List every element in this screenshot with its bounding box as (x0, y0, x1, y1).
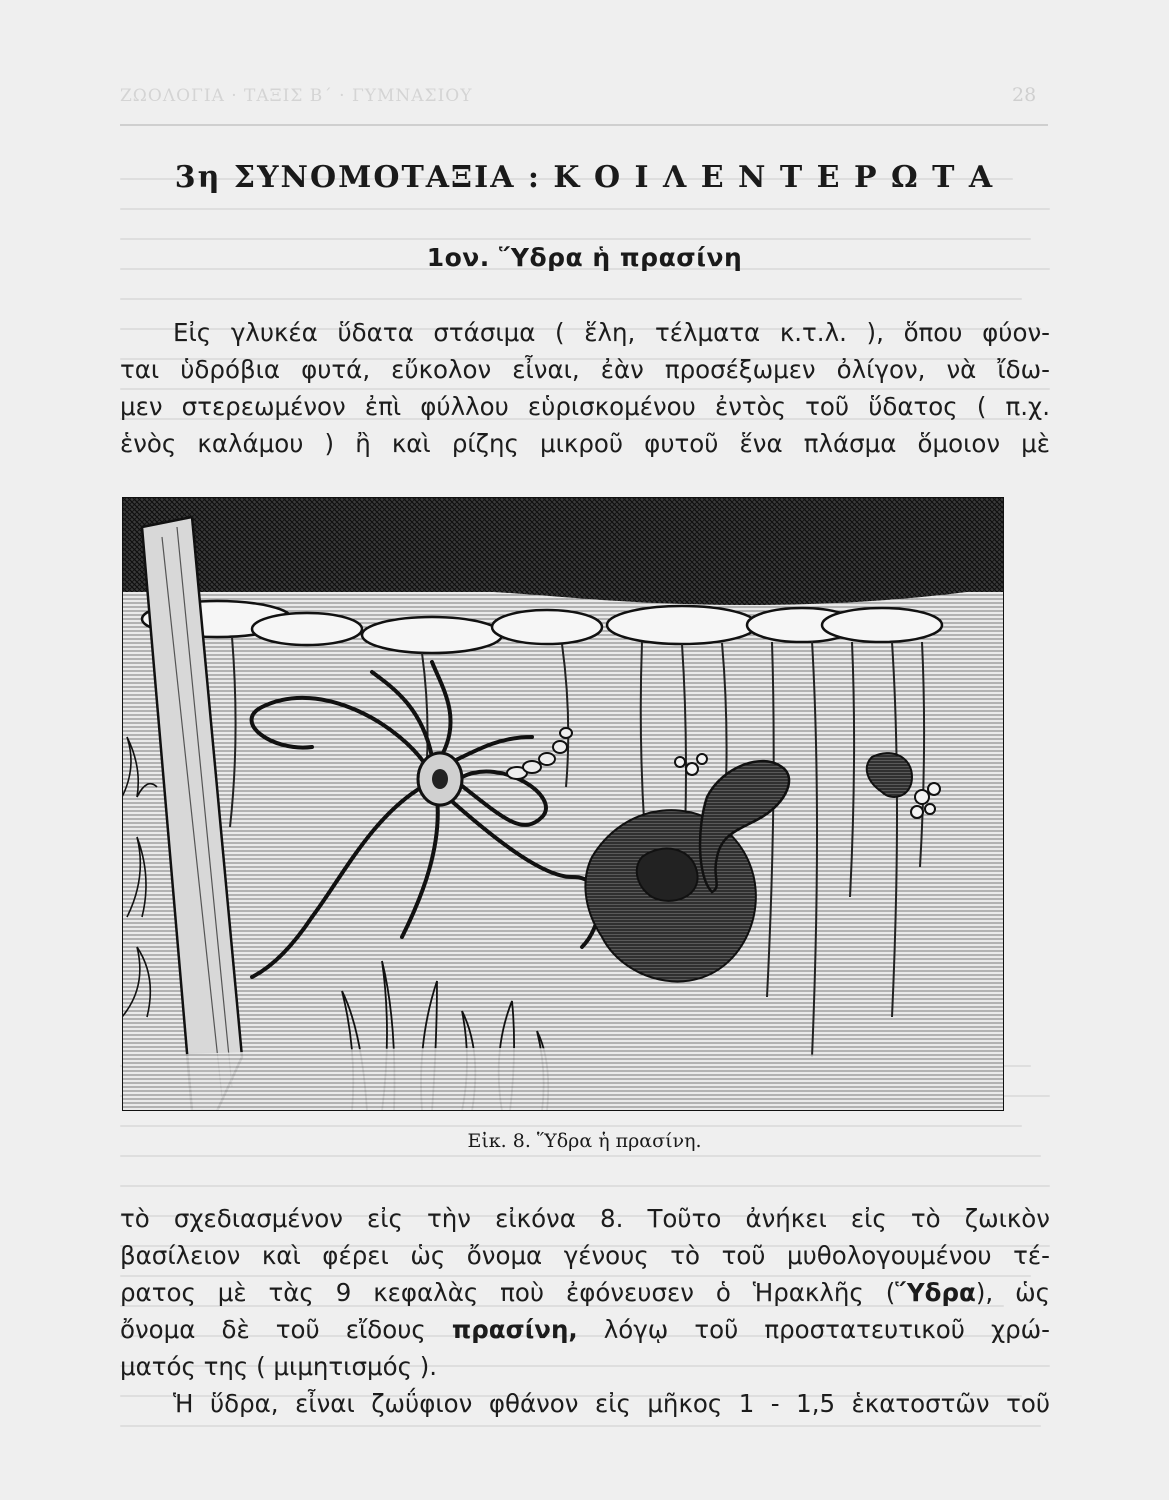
hydra-engraving (122, 497, 1004, 1111)
bleed-through-header: ΖΩΟΛΟΓΙΑ · ΤΑΞΙΣ Β΄ · ΓΥΜΝΑΣΙΟΥ (120, 86, 473, 106)
bleed-through-page-number: 28 (1012, 84, 1037, 106)
line-part: λόγῳ τοῦ προστατευτικοῦ χρώ- (603, 1315, 1051, 1344)
emphasis-hydra: Ὕδρα (895, 1278, 976, 1307)
paragraph-line: ται ὑδρόβια φυτά, εὔκολον εἶναι, ἐὰν προσέξωμεν ὀλίγον, νὰ ἴδω- (120, 355, 1050, 384)
engraving-drawing (122, 497, 1004, 1111)
paragraph-line (120, 1278, 1050, 1308)
header-rule (120, 124, 1048, 126)
section-title: 3η ΣΥΝΟΜΟΤΑΞΙΑ : Κ Ο Ι Λ Ε Ν Τ Ε Ρ Ω Τ Α (174, 160, 995, 195)
paragraph-line: Ἡ ὕδρα, εἶναι ζωΰφιον φθάνον εἰς μῆκος 1 - 1,5 ἑκατοστῶν τοῦ (173, 1389, 1050, 1418)
line-part: ὄνομα δὲ τοῦ εἴδους (120, 1315, 426, 1344)
paragraph-line: τὸ σχεδιασμένον εἰς τὴν εἰκόνα 8. Τοῦτο ἀνήκει εἰς τὸ ζωικὸν (120, 1204, 1050, 1233)
paragraph-line (120, 1315, 1050, 1345)
paragraph-line: ματός της ( μιμητισμός ). (120, 1352, 438, 1381)
line-part: ρατος μὲ τὰς 9 κεφαλὰς ποὺ ἐφόνευσεν ὁ Ἡρακλῆς ( (120, 1278, 896, 1307)
line-part: ), ὡς (975, 1278, 1050, 1307)
figure-caption: Εἰκ. 8. Ὕδρα ἡ πρασίνη. (467, 1130, 702, 1152)
emphasis-prasine: πρασίνη, (451, 1315, 578, 1344)
paragraph-line: βασίλειον καὶ φέρει ὡς ὄνομα γένους τὸ τοῦ μυθολογουμένου τέ- (120, 1241, 1050, 1270)
paragraph-line: μεν στερεωμένον ἐπὶ φύλλου εὑρισκομένου ἐντὸς τοῦ ὕδατος ( π.χ. (120, 392, 1050, 421)
paragraph-line: Εἰς γλυκέα ὕδατα στάσιμα ( ἕλη, τέλματα κ.τ.λ. ), ὅπου φύον- (173, 318, 1050, 347)
section-subtitle: 1ον. Ὕδρα ἡ πρασίνη (426, 243, 743, 272)
paragraph-line: ἑνὸς καλάμου ) ἢ καὶ ρίζης μικροῦ φυτοῦ ἕνα πλάσμα ὅμοιον μὲ (120, 429, 1050, 458)
